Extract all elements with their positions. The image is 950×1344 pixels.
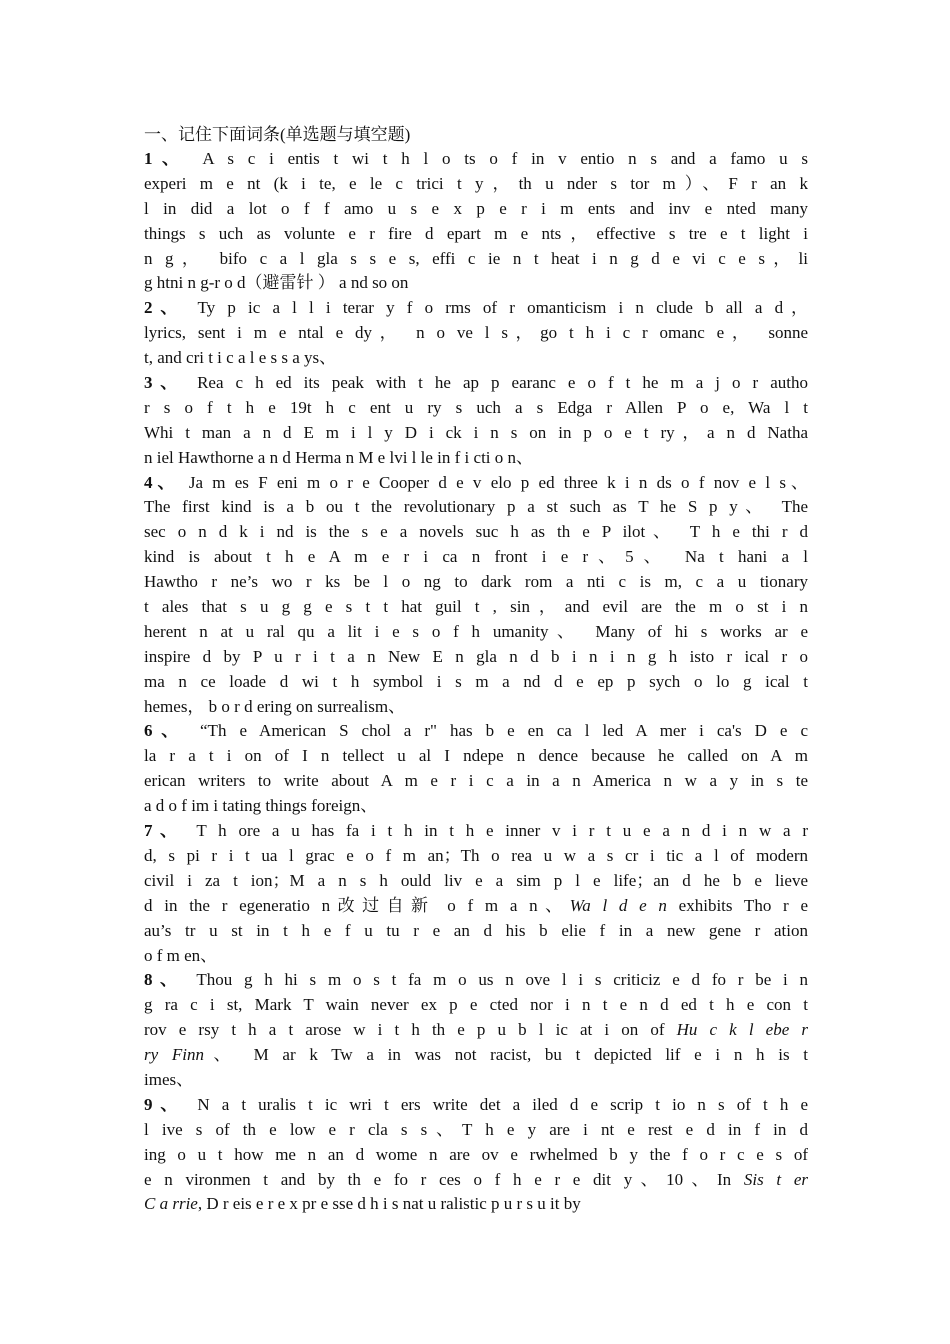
term-line (144, 869, 808, 894)
term-line (144, 968, 808, 993)
term-line (144, 1093, 808, 1118)
term-line (144, 296, 808, 321)
term-line (144, 993, 808, 1018)
term-item (144, 371, 808, 471)
term-text: e n vironmen t and by th e fo r ces o f h e r e dit y、10、In Sis t er (144, 1169, 808, 1189)
section-heading: 一、记住下面词条(单选题与填空题) (144, 125, 411, 144)
term-line (144, 769, 808, 794)
terms-list (144, 147, 808, 1217)
term-number: 9、 (144, 1094, 198, 1114)
term-text: g htni n g-r o d（避雷针 ） a nd so on (144, 273, 409, 293)
term-line (144, 1018, 808, 1043)
term-line (144, 421, 808, 446)
term-text: o f m en、 (144, 945, 218, 965)
term-number: 4、 (144, 472, 189, 492)
term-text: experi m e nt (k i te, e le c trici t y，th u nder s tor m）、F r an k (144, 173, 808, 193)
term-text: imes、 (144, 1069, 194, 1089)
term-line (144, 321, 808, 346)
term-line (144, 371, 808, 396)
term-line (144, 695, 808, 720)
term-text: civil i za t ion；M a n s h ould liv e a sim p l e life；an d he b e lieve (144, 870, 808, 890)
term-line (144, 595, 808, 620)
term-text: A s c i entis t wi t h l o ts o f in v entio n s and a famo u s (202, 149, 808, 168)
term-line (144, 1143, 808, 1168)
term-line (144, 172, 808, 197)
term-text: t ales that s u g g e s t t hat guil t , sin，and evil are the m o st i n (144, 597, 808, 617)
term-line (144, 471, 808, 496)
term-line (144, 1043, 808, 1068)
term-text: N a t uralis t ic wri t ers write det a iled d e scrip t io n s of t h e (197, 1094, 808, 1114)
term-line (144, 446, 808, 471)
term-number: 1、 (144, 149, 203, 168)
term-text: d in the r egeneratio n改过自新 o f m a n、Wa l d e n exhibits Tho r e (144, 895, 808, 915)
term-item (144, 471, 808, 720)
term-text: hemes， b o r d ering on surrealism、 (144, 696, 406, 716)
term-line (144, 620, 808, 645)
term-text: l in did a lot o f f amo u s e x p e r i m ents and inv e nted many (144, 198, 808, 218)
document-page (144, 122, 808, 1217)
term-item (144, 819, 808, 968)
term-line (144, 919, 808, 944)
term-text: The first kind is a b ou t the revolutionary p a st such as T he S p y、 The (144, 497, 808, 517)
term-line (144, 645, 808, 670)
term-line (144, 222, 808, 247)
term-line (144, 346, 808, 371)
term-text: Whi t man a n d E m i l y D i ck i n s on in p o e t ry，a n d Natha (144, 422, 808, 442)
term-text: ry Finn、 M ar k Tw a in was not racist, bu t depicted lif e i n h is t (144, 1045, 808, 1065)
term-line (144, 545, 808, 570)
term-text: herent n at u ral qu a lit i e s o f h umanity、 Many of hi s works ar e (144, 621, 808, 641)
term-text: t, and cri t i c a l e s s a ys、 (144, 348, 337, 368)
term-text: C a rrie, D r eis e r e x pr e sse d h i s nat u ralistic p u r s u it by (144, 1194, 581, 1214)
term-text: la r a t i on of I n tellect u al I ndepe n dence because he called on A m (144, 746, 808, 766)
term-text: “Th e American S chol a r" has b e en ca l led A mer i ca's D e c (200, 721, 808, 741)
term-text: d, s pi r i t ua l grac e o f m an；Th o rea u w a s cr i tic a l of modern (144, 845, 808, 865)
term-line (144, 247, 808, 272)
term-text: Hawtho r ne’s wo r ks be l o ng to dark rom a nti c is m, c a u tionary (144, 572, 808, 592)
term-text: things s uch as volunte e r fire d epart m e nts，effective s tre e t light i (144, 223, 808, 243)
term-text: lyrics, sent i m e ntal e dy， n o ve l s，go t h i c r omanc e， sonne (144, 323, 808, 343)
term-line (144, 894, 808, 919)
term-line (144, 1068, 808, 1093)
term-text: Rea c h ed its peak with t he ap p earanc e o f t he m a j o r autho (197, 373, 808, 393)
term-text: ma n ce loade d wi t h symbol i s m a nd d e ep p sych o lo g ical t (144, 671, 808, 691)
term-line (144, 819, 808, 844)
term-number: 3、 (144, 373, 198, 393)
term-text: l ive s of th e low e r cla s s、T h e y are i nt e rest e d in f in d (144, 1119, 808, 1139)
term-number: 2、 (144, 298, 198, 318)
term-line (144, 794, 808, 819)
term-text: Ja m es F eni m o r e Cooper d e v elo p ed three k i n ds o f nov e l s、 (188, 472, 808, 492)
term-line (144, 944, 808, 969)
term-text: n iel Hawthorne a n d Herma n M e lvi l le in f i cti o n、 (144, 447, 534, 467)
term-line (144, 271, 808, 296)
term-line (144, 1192, 808, 1217)
term-line (144, 495, 808, 520)
term-text: au’s tr u st in t h e f u tu r e an d his b elie f in a new gene r ation (144, 920, 808, 940)
term-line (144, 719, 808, 744)
term-number: 8、 (144, 970, 197, 990)
term-line (144, 1168, 808, 1193)
term-line (144, 570, 808, 595)
term-text: erican writers to write about A m e r i c a in a n America n w a y in s te (144, 771, 808, 791)
term-line (144, 744, 808, 769)
term-item (144, 296, 808, 371)
term-line (144, 147, 808, 172)
term-line (144, 844, 808, 869)
term-line (144, 520, 808, 545)
term-line (144, 1118, 808, 1143)
term-item (144, 147, 808, 296)
term-text: Ty p ic a l l i terar y f o rms of r omanticism i n clude b all a d， (197, 298, 808, 318)
term-text: Thou g h hi s m o s t fa m o us n ove l i s criticiz e d fo r be i n (196, 970, 808, 990)
term-item (144, 1093, 808, 1217)
term-text: a d o f im i tating things foreign、 (144, 796, 378, 816)
term-text: ing o u t how me n an d wome n are ov e rwhelmed b y the f o r c e s of (144, 1144, 808, 1164)
term-text: kind is about t h e A m e r i ca n front i e r、5、 Na t hani a l (144, 547, 808, 567)
term-line (144, 197, 808, 222)
term-text: n g， bifo c a l gla s s e s, effi c ie n t heat i n g d e vi c e s，li (144, 248, 808, 268)
term-text: inspire d by P u r i t a n New E n gla n d b i n i n g h isto r ical r o (144, 646, 808, 666)
term-text: g ra c i st, Mark T wain never ex p e cted nor i n t e n d ed t h e con t (144, 995, 808, 1015)
term-text: r s o f t h e 19t h c ent u ry s uch a s Edga r Allen P o e, Wa l t (144, 397, 808, 417)
term-item (144, 968, 808, 1092)
term-text: T h ore a u has fa i t h in t h e inner v i r t u e a n d i n w a r (196, 821, 808, 841)
term-text: sec o n d k i nd is the s e a novels suc h as th e P ilot、 T h e thi r d (144, 522, 808, 542)
term-number: 6、 (144, 721, 201, 741)
term-number: 7、 (144, 821, 197, 841)
term-line (144, 670, 808, 695)
term-text: rov e rsy t h a t arose w i t h th e p u b l ic at i on of Hu c k l ebe r (144, 1020, 808, 1040)
term-line (144, 396, 808, 421)
term-item (144, 719, 808, 819)
